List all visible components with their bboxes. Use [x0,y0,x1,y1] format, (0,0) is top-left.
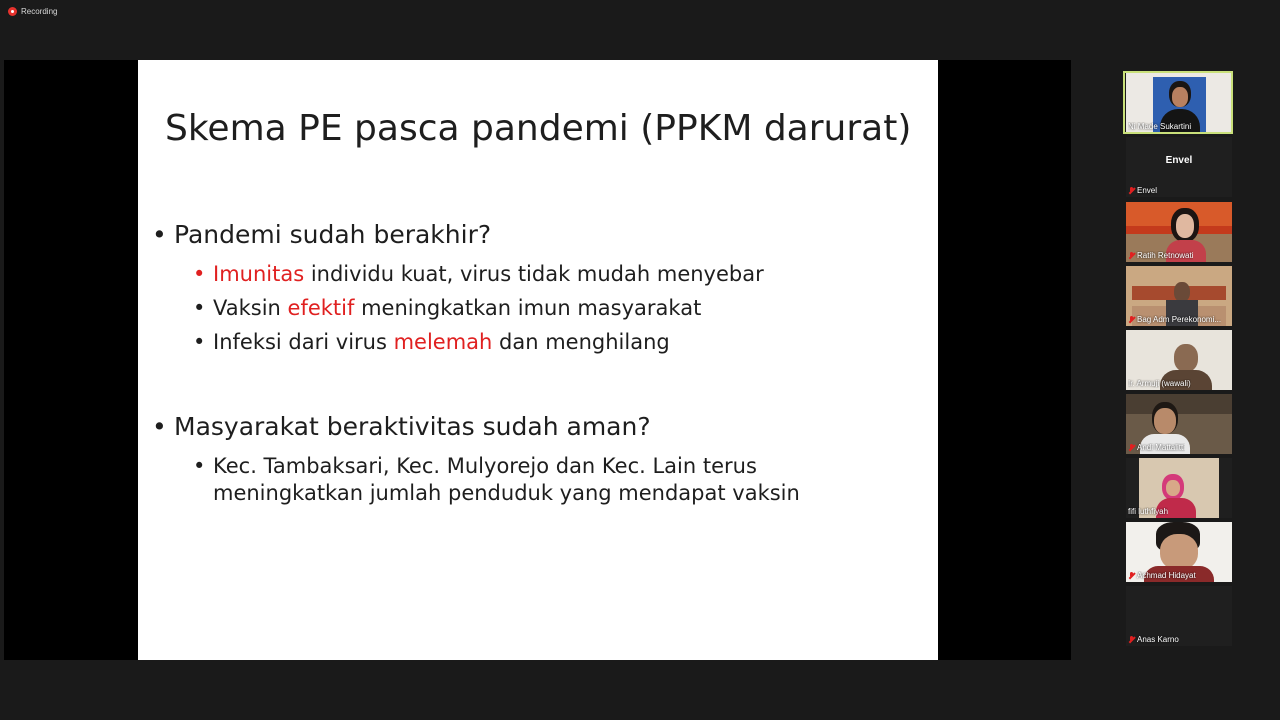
mic-muted-icon [1128,252,1135,260]
participant-name: Andi Mattalitti [1128,443,1185,452]
mic-muted-icon [1128,187,1135,195]
participant-name: Ni Made Sukartini [1128,122,1192,131]
participant-tile[interactable] [1126,458,1232,518]
bullet-districts: • Kec. Tambaksari, Kec. Mulyorejo dan Kec. Lain terus [193,454,757,478]
mic-muted-icon [1128,636,1135,644]
bullet-infection-text: dan menghilang [492,330,670,354]
presentation-slide [138,60,938,660]
recording-label: Recording [21,7,58,16]
highlight-weakening: melemah [393,330,493,354]
participant-tile[interactable] [1126,586,1232,646]
participant-name: fifi luthfiyah [1128,507,1169,516]
bullet-districts-line1: Kec. Tambaksari, Kec. Mulyorejo dan Kec. Lain terus [213,454,757,478]
bullet-question-2: • Masyarakat beraktivitas sudah aman? [152,412,651,441]
participant-tile[interactable] [1126,137,1232,197]
highlight-immunity: Imunitas [213,262,305,286]
participant-name: Achmad Hidayat [1128,571,1196,580]
participant-tile[interactable] [1126,522,1232,582]
mic-muted-icon [1128,444,1135,452]
screen-share-area [4,60,1071,660]
participant-name: Envel [1128,186,1157,195]
question-1-text: Pandemi sudah berakhir? [174,220,492,249]
mic-muted-icon [1128,316,1135,324]
highlight-effective: efektif [287,296,355,320]
bullet-infection: • Infeksi dari virus melemah dan menghilang [193,330,670,354]
participant-tile[interactable] [1126,394,1232,454]
bullet-immunity: • Imunitas individu kuat, virus tidak mudah menyebar [193,262,764,286]
question-2-text: Masyarakat beraktivitas sudah aman? [174,412,651,441]
participant-name: Anas Karno [1128,635,1179,644]
bullet-immunity-text: individu kuat, virus tidak mudah menyebar [304,262,764,286]
participant-name: Ir. Armuji (wawali) [1128,379,1191,388]
active-speaker-border [1123,71,1233,134]
bullet-vaccine: • Vaksin efektif meningkatkan imun masyarakat [193,296,702,320]
recording-indicator[interactable] [8,7,57,16]
bullet-districts-line2: meningkatkan jumlah penduduk yang mendapat vaksin [213,481,800,505]
participant-tile[interactable] [1126,266,1232,326]
participant-display-name: Envel [1165,155,1193,166]
bullet-vaccine-pre: Vaksin [213,296,288,320]
slide-title: Skema PE pasca pandemi (PPKM darurat) [165,108,912,149]
bullet-vaccine-text: meningkatkan imun masyarakat [354,296,702,320]
mic-muted-icon [1128,572,1135,580]
record-icon [8,7,17,16]
participant-tile[interactable] [1126,330,1232,390]
bullet-infection-pre: Infeksi dari virus [213,330,394,354]
participant-name: Ratih Retnowati [1128,251,1193,260]
participant-tile[interactable] [1126,202,1232,262]
bullet-question-1: • Pandemi sudah berakhir? [152,220,492,249]
participant-name: Bag Adm Perekonomi... [1128,315,1221,324]
